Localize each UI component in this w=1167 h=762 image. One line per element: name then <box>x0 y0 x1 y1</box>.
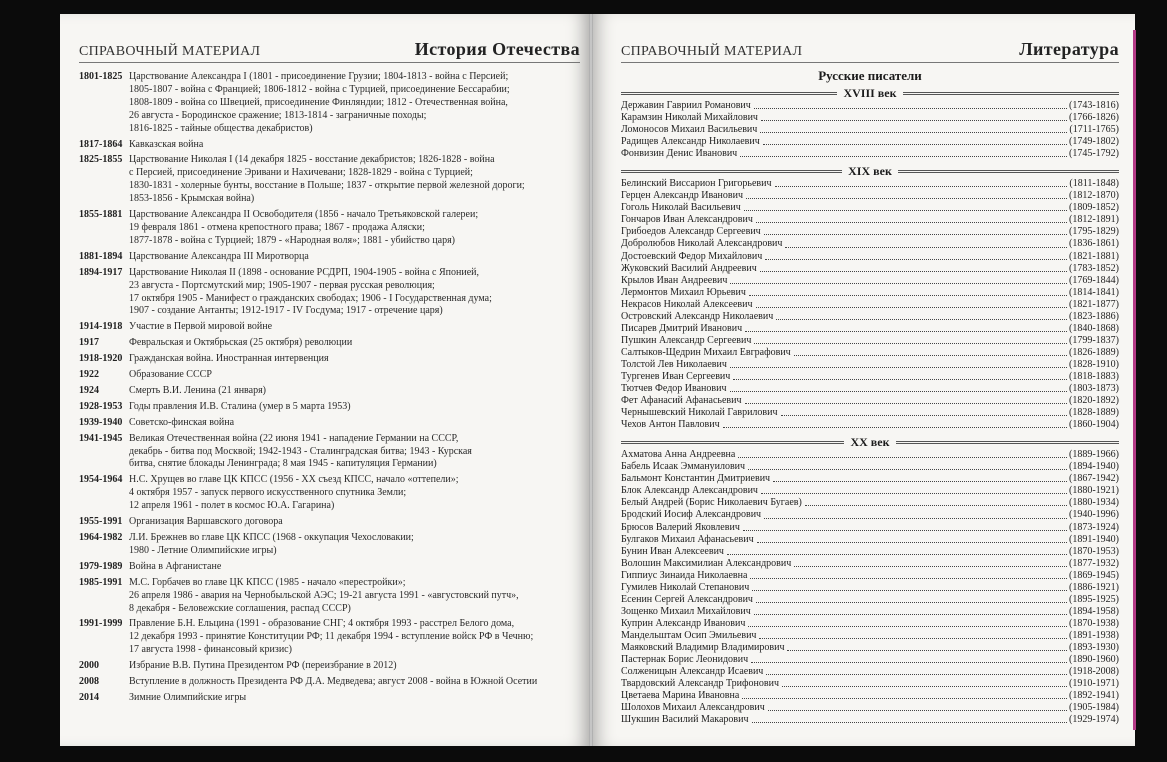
dot-leader <box>759 638 1067 639</box>
writer-name: Пастернак Борис Леонидович <box>621 654 749 666</box>
writer-dates: (1828-1910) <box>1069 358 1119 370</box>
divider <box>621 441 844 444</box>
entry-text: М.С. Горбачев во главе ЦК КПСС (1985 - начало «перестройки»; 26 апреля 1986 - авария на Чернобыльской АЭС; 19-21 августа 1991 - «августовский путч», 8 декабря - Беловежские соглашения, распад СССР) <box>129 576 519 614</box>
writer-row <box>621 642 1119 654</box>
writer-row <box>621 100 1119 112</box>
writer-row <box>621 371 1119 383</box>
writer-row <box>621 630 1119 642</box>
writer-name: Радищев Александр Николаевич <box>621 136 760 148</box>
writer-name: Тютчев Федор Иванович <box>621 383 727 395</box>
writer-row <box>621 275 1119 287</box>
dot-leader <box>805 505 1067 506</box>
writer-row <box>621 558 1119 570</box>
writer-dates: (1828-1889) <box>1069 407 1119 419</box>
chronology-entry <box>79 71 580 136</box>
writer-name: Цветаева Марина Ивановна <box>621 690 740 702</box>
writer-dates: (1894-1940) <box>1069 461 1119 473</box>
dot-leader <box>748 469 1067 470</box>
writer-row <box>621 299 1119 311</box>
writer-row <box>621 702 1119 714</box>
writer-dates: (1893-1930) <box>1069 641 1119 653</box>
writer-name: Некрасов Николай Алексеевич <box>621 298 753 310</box>
dot-leader <box>749 295 1067 296</box>
writer-name: Чехов Антон Павлович <box>621 419 720 431</box>
writer-row <box>621 263 1119 275</box>
writer-name: Шукшин Василий Макарович <box>621 714 749 726</box>
writer-name: Мандельштам Осип Эмильевич <box>621 629 757 641</box>
page-edge <box>1133 30 1136 730</box>
writer-name: Волошин Максимилиан Александрович <box>621 557 792 569</box>
chronology-entry <box>79 532 580 558</box>
writer-row <box>621 323 1119 335</box>
writer-dates: (1811-1848) <box>1069 178 1119 190</box>
writer-name: Твардовский Александр Трифонович <box>621 678 779 690</box>
chronology-entry <box>79 353 580 366</box>
chronology-entry <box>79 321 580 334</box>
writer-name: Белый Андрей (Борис Николаевич Бугаев) <box>621 497 802 509</box>
writer-row <box>621 202 1119 214</box>
writer-name: Маяковский Владимир Владимирович <box>621 641 785 653</box>
entry-years: 1918-1920 <box>79 353 123 365</box>
writer-name: Чернышевский Николай Гаврилович <box>621 407 778 419</box>
writer-name: Лермонтов Михаил Юрьевич <box>621 286 746 298</box>
entry-text: Годы правления И.В. Сталина (умер в 5 марта 1953) <box>129 400 351 412</box>
entry-text: Война в Афганистане <box>129 560 222 572</box>
writer-name: Тургенев Иван Сергеевич <box>621 370 731 382</box>
writer-name: Островский Александр Николаевич <box>621 310 774 322</box>
entry-text: Царствование Николая II (1898 - основание РСДРП, 1904-1905 - война с Японией, 23 августа - Портсмутский мир; 1905-1907 - первая русская революция; 17 октября 1905 - Манифест о гражданских свободах; 1906 - I Государственная дума; 1907 - создание Антанты; 1912-1917 - IV Госдума; 1917 - отречение царя) <box>129 266 492 317</box>
dot-leader <box>742 698 1067 699</box>
entry-text: Советско-финская война <box>129 416 235 428</box>
writer-dates: (1711-1765) <box>1069 124 1119 136</box>
writer-dates: (1910-1971) <box>1069 678 1119 690</box>
writers-list-title: Русские писатели <box>818 68 922 83</box>
entry-years: 1941-1945 <box>79 432 123 444</box>
writer-row <box>621 383 1119 395</box>
writer-dates: (1818-1883) <box>1069 370 1119 382</box>
dot-leader <box>752 722 1067 723</box>
writer-dates: (1860-1904) <box>1069 419 1119 431</box>
writer-name: Бродский Иосиф Александрович <box>621 509 762 521</box>
dot-leader <box>743 530 1067 531</box>
dot-leader <box>768 710 1067 711</box>
writer-dates: (1918-2008) <box>1069 666 1119 678</box>
right-page <box>593 14 1135 746</box>
chronology-entry <box>79 660 580 673</box>
writer-dates: (1894-1958) <box>1069 605 1119 617</box>
entry-years: 1917 <box>79 337 99 349</box>
writer-dates: (1870-1953) <box>1069 545 1119 557</box>
entry-text: Организация Варшавского договора <box>129 516 283 528</box>
writer-dates: (1891-1938) <box>1069 629 1119 641</box>
chronology-entry <box>79 676 580 689</box>
entry-text: Н.С. Хрущев во главе ЦК КПСС (1956 - XX съезд КПСС, начало «оттепели»; 4 октября 1957 - запуск первого искусственного спутника Земли; 12 апреля 1961 - полет в космос Ю.А. Гагарина) <box>129 474 459 512</box>
writer-dates: (1940-1996) <box>1069 509 1119 521</box>
entry-years: 1914-1918 <box>79 321 123 333</box>
writer-dates: (1905-1984) <box>1069 702 1119 714</box>
writer-row <box>621 714 1119 726</box>
chronology-entry <box>79 401 580 414</box>
writer-name: Булгаков Михаил Афанасьевич <box>621 533 754 545</box>
writer-name: Гончаров Иван Александрович <box>621 214 753 226</box>
writer-row <box>621 461 1119 473</box>
writer-row <box>621 618 1119 630</box>
writer-dates: (1867-1942) <box>1069 473 1119 485</box>
dot-leader <box>764 518 1067 519</box>
dot-leader <box>756 307 1068 308</box>
writer-name: Фет Афанасий Афанасьевич <box>621 395 742 407</box>
chronology-entry <box>79 251 580 264</box>
writer-dates: (1812-1870) <box>1069 190 1119 202</box>
writer-dates: (1820-1892) <box>1069 395 1119 407</box>
dot-leader <box>754 614 1067 615</box>
writer-row <box>621 359 1119 371</box>
chronology-entry <box>79 577 580 616</box>
dot-leader <box>760 271 1067 272</box>
writers-list <box>621 86 1119 726</box>
writer-name: Гиппиус Зинаида Николаевна <box>621 569 748 581</box>
writer-dates: (1812-1891) <box>1069 214 1119 226</box>
entry-years: 1979-1989 <box>79 560 123 572</box>
writer-row <box>621 497 1119 509</box>
writer-row <box>621 419 1119 431</box>
writer-dates: (1821-1877) <box>1069 298 1119 310</box>
dot-leader <box>744 210 1067 211</box>
entry-text: Зимние Олимпийские игры <box>129 691 247 703</box>
dot-leader <box>756 222 1067 223</box>
writer-row <box>621 190 1119 202</box>
chronology-entry <box>79 516 580 529</box>
page-title: Литература <box>1019 39 1119 59</box>
divider <box>896 441 1119 444</box>
page-title: История Отечества <box>414 39 580 59</box>
left-page-header <box>79 36 580 63</box>
writer-dates: (1809-1852) <box>1069 202 1119 214</box>
writer-name: Грибоедов Александр Сергеевич <box>621 226 761 238</box>
chronology-entry <box>79 154 580 206</box>
writer-name: Крылов Иван Андреевич <box>621 274 728 286</box>
section-label: СПРАВОЧНЫЙ МАТЕРИАЛ <box>621 44 803 59</box>
entry-text: Февральская и Октябрьская (25 октября) революции <box>129 337 353 349</box>
writer-name: Жуковский Василий Андреевич <box>621 262 757 274</box>
dot-leader <box>761 120 1067 121</box>
century-section <box>621 164 1119 431</box>
writer-row <box>621 449 1119 461</box>
right-page-header <box>621 36 1119 63</box>
entry-years: 1955-1991 <box>79 516 123 528</box>
dot-leader <box>727 554 1067 555</box>
writer-row <box>621 582 1119 594</box>
writer-name: Бабель Исаак Эммануилович <box>621 461 746 473</box>
writer-name: Гумилев Николай Степанович <box>621 581 750 593</box>
writer-row <box>621 509 1119 521</box>
chronology-entry <box>79 385 580 398</box>
writer-name: Белинский Виссарион Григорьевич <box>621 178 772 190</box>
entry-text: Участие в Первой мировой войне <box>129 321 273 333</box>
chronology-entry <box>79 417 580 430</box>
dot-leader <box>754 108 1067 109</box>
entry-text: Царствование Александра II Освободителя (1856 - начало Третьяковской галереи; 19 февраля 1861 - отмена крепостного права; 1867 - продажа Аляски; 1877-1878 - война с Турцией; 1879 - «Народная воля»; 1881 - убийство царя) <box>129 209 479 246</box>
dot-leader <box>773 481 1067 482</box>
entry-text: Смерть В.И. Ленина (21 января) <box>129 384 267 396</box>
writer-row <box>621 666 1119 678</box>
section-label: СПРАВОЧНЫЙ МАТЕРИАЛ <box>79 44 261 59</box>
entry-years: 1894-1917 <box>79 266 123 278</box>
dot-leader <box>781 415 1067 416</box>
entry-years: 2008 <box>79 676 99 688</box>
dot-leader <box>787 650 1067 651</box>
writer-name: Зощенко Михаил Михайлович <box>621 605 751 617</box>
divider <box>903 92 1119 95</box>
entry-text: Царствование Николая I (14 декабря 1825 - восстание декабристов; 1826-1828 - война с Персией, присоединение Эривани и Нахичевани; 1828-1829 - война с Турцией; 1830-1831 - холерные бунты, восстание в Польше; 1837 - открытие первой железной дороги; 1853-1856 - Крымская война) <box>129 154 525 205</box>
dot-leader <box>776 319 1067 320</box>
writer-name: Брюсов Валерий Яковлевич <box>621 521 740 533</box>
entry-text: Л.И. Брежнев во главе ЦК КПСС (1968 - оккупация Чехословакии; 1980 - Летние Олимпийские игры) <box>129 532 414 556</box>
writer-dates: (1873-1924) <box>1069 521 1119 533</box>
writer-row <box>621 534 1119 546</box>
chronology-entry <box>79 369 580 382</box>
dot-leader <box>763 144 1067 145</box>
entry-years: 1801-1825 <box>79 71 123 82</box>
writer-name: Шолохов Михаил Александрович <box>621 702 765 714</box>
writer-row <box>621 473 1119 485</box>
writer-name: Добролюбов Николай Александрович <box>621 238 783 250</box>
dot-leader <box>730 391 1067 392</box>
entry-text: Гражданская война. Иностранная интервенция <box>129 353 329 365</box>
writer-row <box>621 678 1119 690</box>
writer-row <box>621 148 1119 160</box>
writer-dates: (1745-1792) <box>1069 148 1119 160</box>
writer-dates: (1803-1873) <box>1069 383 1119 395</box>
entry-years: 1922 <box>79 369 99 381</box>
writer-dates: (1892-1941) <box>1069 690 1119 702</box>
century-label: XX век <box>850 434 890 449</box>
writer-name: Есенин Сергей Александрович <box>621 593 753 605</box>
writer-dates: (1929-1974) <box>1069 714 1119 726</box>
left-page <box>60 14 589 746</box>
writer-dates: (1886-1921) <box>1069 581 1119 593</box>
writer-name: Куприн Александр Иванович <box>621 617 746 629</box>
entry-years: 1939-1940 <box>79 416 123 428</box>
writer-dates: (1870-1938) <box>1069 617 1119 629</box>
entry-years: 2000 <box>79 660 99 672</box>
writer-row <box>621 485 1119 497</box>
writer-dates: (1895-1925) <box>1069 593 1119 605</box>
chronology-entry <box>79 337 580 350</box>
dot-leader <box>754 343 1067 344</box>
writer-row <box>621 178 1119 190</box>
writer-name: Ломоносов Михаил Васильевич <box>621 124 758 136</box>
writer-dates: (1880-1921) <box>1069 485 1119 497</box>
century-heading <box>621 86 1119 100</box>
century-heading <box>621 164 1119 178</box>
entry-years: 1817-1864 <box>79 138 123 150</box>
dot-leader <box>751 662 1067 663</box>
writer-dates: (1769-1844) <box>1069 274 1119 286</box>
writer-dates: (1880-1934) <box>1069 497 1119 509</box>
writer-dates: (1799-1837) <box>1069 334 1119 346</box>
writer-row <box>621 690 1119 702</box>
century-heading <box>621 435 1119 449</box>
writer-dates: (1826-1889) <box>1069 346 1119 358</box>
writer-dates: (1749-1802) <box>1069 136 1119 148</box>
entry-text: Вступление в должность Президента РФ Д.А. Медведева; август 2008 - война в Южной Осетии <box>129 676 538 688</box>
writer-row <box>621 311 1119 323</box>
writer-name: Толстой Лев Николаевич <box>621 358 727 370</box>
entry-text: Избрание В.В. Путина Президентом РФ (переизбрание в 2012) <box>129 660 397 672</box>
writer-row <box>621 606 1119 618</box>
writer-dates: (1814-1841) <box>1069 286 1119 298</box>
divider <box>621 170 842 173</box>
century-section <box>621 86 1119 160</box>
dot-leader <box>723 427 1067 428</box>
dot-leader <box>745 331 1067 332</box>
writer-row <box>621 347 1119 359</box>
entry-years: 1964-1982 <box>79 532 123 543</box>
chronology-list <box>79 71 580 705</box>
dot-leader <box>752 590 1067 591</box>
writer-dates: (1795-1829) <box>1069 226 1119 238</box>
entry-text: Кавказская война <box>129 138 204 150</box>
writer-name: Герцен Александр Иванович <box>621 190 744 202</box>
dot-leader <box>766 674 1067 675</box>
dot-leader <box>765 259 1067 260</box>
entry-years: 2014 <box>79 691 99 703</box>
entry-text: Великая Отечественная война (22 июня 1941 - нападение Германии на СССР, декабрь - битва под Москвой; 1942-1943 - Сталинградская битва; 1943 - Курская битва, снятие блокады Ленинграда; 8 мая 1945 - капитуляция Германии) <box>129 432 472 470</box>
dot-leader <box>733 379 1067 380</box>
writer-name: Бунин Иван Алексеевич <box>621 545 724 557</box>
dot-leader <box>760 132 1067 133</box>
writer-dates: (1877-1932) <box>1069 557 1119 569</box>
writer-dates: (1890-1960) <box>1069 654 1119 666</box>
dot-leader <box>782 686 1067 687</box>
dot-leader <box>775 186 1068 187</box>
entry-years: 1985-1991 <box>79 576 123 588</box>
writer-dates: (1836-1861) <box>1069 238 1119 250</box>
writer-dates: (1889-1966) <box>1069 449 1119 461</box>
entry-years: 1825-1855 <box>79 154 123 166</box>
writer-row <box>621 287 1119 299</box>
century-section <box>621 435 1119 726</box>
writer-row <box>621 335 1119 347</box>
writer-name: Державин Гавриил Романович <box>621 100 751 111</box>
writer-name: Салтыков-Щедрин Михаил Евграфович <box>621 346 791 358</box>
writer-row <box>621 654 1119 666</box>
writer-name: Писарев Дмитрий Иванович <box>621 322 743 334</box>
writer-name: Гоголь Николай Васильевич <box>621 202 741 214</box>
chronology-entry <box>79 209 580 248</box>
writer-name: Карамзин Николай Михайлович <box>621 112 758 124</box>
writer-dates: (1840-1868) <box>1069 322 1119 334</box>
dot-leader <box>785 247 1067 248</box>
writer-dates: (1891-1940) <box>1069 533 1119 545</box>
chronology-entry <box>79 618 580 657</box>
dot-leader <box>761 493 1067 494</box>
writer-row <box>621 570 1119 582</box>
dot-leader <box>740 156 1067 157</box>
writer-name: Достоевский Федор Михайлович <box>621 250 763 262</box>
writer-name: Фонвизин Денис Иванович <box>621 148 738 160</box>
writer-dates: (1823-1886) <box>1069 310 1119 322</box>
entry-text: Царствование Александра I (1801 - присоединение Грузии; 1804-1813 - война с Персией; 1805-1807 - война с Францией; 1806-1812 - война с Турцией, присоединение Бессарабии; 1808-1809 - война со Швецией, присоединение Финляндии; 1812 - Отечественная война, 26 августа - Бородинское сражение; 1813-1814 - заграничные походы; 1816-1825 - тайные общества декабристов) <box>129 71 510 134</box>
century-label: XIX век <box>848 163 892 178</box>
dot-leader <box>750 578 1067 579</box>
entry-years: 1855-1881 <box>79 209 123 221</box>
writer-dates: (1766-1826) <box>1069 112 1119 124</box>
writer-row <box>621 136 1119 148</box>
dot-leader <box>745 403 1068 404</box>
dot-leader <box>730 367 1067 368</box>
divider <box>898 170 1119 173</box>
writer-dates: (1869-1945) <box>1069 569 1119 581</box>
chronology-entry <box>79 692 580 705</box>
entry-text: Царствование Александра III Миротворца <box>129 250 309 262</box>
dot-leader <box>756 602 1067 603</box>
entry-years: 1991-1999 <box>79 618 123 630</box>
writer-row <box>621 238 1119 250</box>
writer-dates: (1783-1852) <box>1069 262 1119 274</box>
entry-text: Образование СССР <box>129 369 212 381</box>
writer-name: Бальмонт Константин Дмитриевич <box>621 473 771 485</box>
dot-leader <box>746 198 1067 199</box>
chronology-entry <box>79 139 580 152</box>
writer-row <box>621 226 1119 238</box>
dot-leader <box>738 457 1067 458</box>
chronology-entry <box>79 267 580 319</box>
dot-leader <box>794 355 1067 356</box>
writer-dates: (1821-1881) <box>1069 250 1119 262</box>
entry-years: 1954-1964 <box>79 474 123 486</box>
chronology-entry <box>79 474 580 513</box>
writer-row <box>621 594 1119 606</box>
writer-row <box>621 251 1119 263</box>
writer-row <box>621 395 1119 407</box>
divider <box>621 92 837 95</box>
dot-leader <box>794 566 1067 567</box>
entry-years: 1928-1953 <box>79 400 123 412</box>
dot-leader <box>757 542 1067 543</box>
writer-dates: (1743-1816) <box>1069 100 1119 111</box>
writer-name: Ахматова Анна Андреевна <box>621 449 736 461</box>
dot-leader <box>748 626 1067 627</box>
writer-row <box>621 214 1119 226</box>
entry-years: 1881-1894 <box>79 250 123 262</box>
writer-row <box>621 124 1119 136</box>
writer-name: Пушкин Александр Сергеевич <box>621 334 752 346</box>
entry-years: 1924 <box>79 384 99 396</box>
writer-row <box>621 407 1119 419</box>
century-label: XVIII век <box>843 85 897 100</box>
writer-row <box>621 112 1119 124</box>
writer-row <box>621 546 1119 558</box>
entry-text: Правление Б.Н. Ельцина (1991 - образование СНГ; 4 октября 1993 - расстрел Белого дома, 12 декабря 1993 - принятие Конституции РФ; 11 декабря 1994 - вступление войск РФ в Чечню; 17 августа 1998 - финансовый кризис) <box>129 618 534 656</box>
writer-name: Блок Александр Александрович <box>621 485 758 497</box>
dot-leader <box>730 283 1067 284</box>
writer-row <box>621 522 1119 534</box>
chronology-entry <box>79 433 580 472</box>
dot-leader <box>764 234 1067 235</box>
writer-name: Солженицын Александр Исаевич <box>621 666 764 678</box>
chronology-entry <box>79 561 580 574</box>
